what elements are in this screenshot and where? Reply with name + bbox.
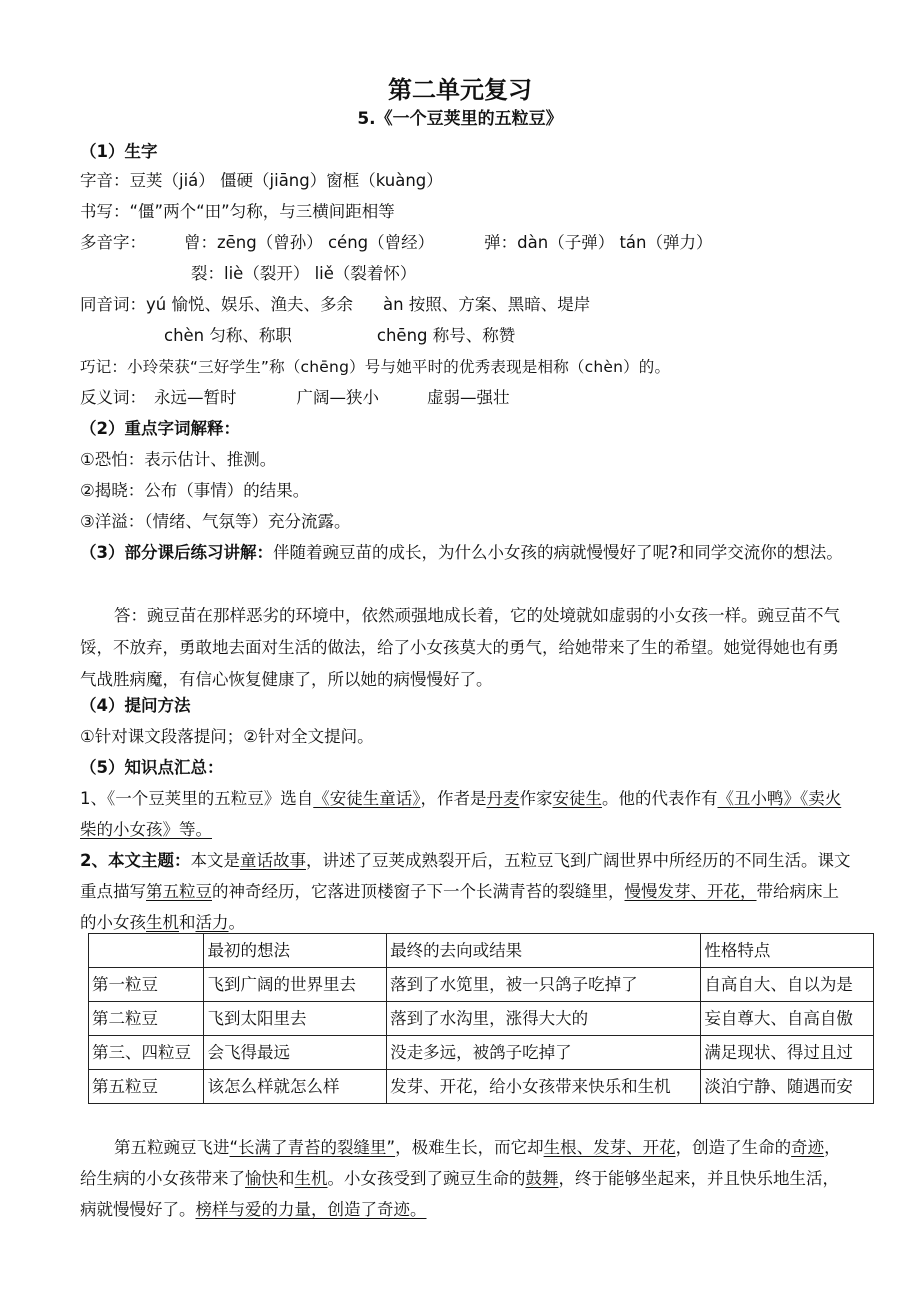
homophone-label: 同音词： [80,295,146,314]
summary-crack: “长满了青苔的裂缝里” [229,1138,396,1157]
table-cell: 第五粒豆 [89,1070,204,1104]
table-header-cell [89,934,204,968]
kp2-genre: 童话故事 [239,851,306,870]
table-cell: 自高自大、自以为是 [701,968,874,1002]
antonym-label: 反义词： [80,388,146,407]
table-row [89,968,874,1002]
summary-text-c: ，极难生长，而它却 [395,1138,544,1157]
summary-text-k: 。小女孩受到了豌豆生命的 [327,1169,526,1188]
kp1-text-a: 1、《一个豆荚里的五粒豆》选自 [80,789,314,808]
table-cell: 没走多远，被鸽子吃掉了 [387,1036,701,1070]
summary-text-e: ，创造了生命的 [675,1138,792,1157]
question-methods: ①针对课文段落提问；②针对全文提问。 [80,727,374,746]
summary-paragraph [80,1132,852,1225]
knowledge-point-2 [80,845,852,938]
polyphone-lie: 裂：liè（裂开） liě（裂着怀） [191,264,417,283]
kp1-text-g: 。他的代表作有 [602,789,718,808]
table-cell: 妄自尊大、自高自傲 [701,1002,874,1036]
homophone-an: àn 按照、方案、黑暗、堤岸 [382,295,591,314]
table-row [89,1036,874,1070]
polyphone-label: 多音字： [80,233,146,252]
writing-text: “僵”两个“田”匀称，与三横间距相等 [129,202,395,221]
knowledge-point-1 [80,783,852,845]
summary-miracle: 奇迹 [791,1138,825,1157]
table-row [89,1070,874,1104]
homophone-chen: chèn 匀称、称职 [164,326,292,345]
summary-text-g: ，给生病的小女孩带来了 [80,1138,841,1188]
table-header-cell: 最初的想法 [204,934,387,968]
section-1-heading: （1）生字 [80,142,158,161]
lesson-title: 5.《一个豆荚里的五粒豆》 [357,109,563,129]
kp2-heading: 2、本文主题： [80,851,191,870]
table-cell: 发芽、开花，给小女孩带来快乐和生机 [387,1070,701,1104]
homophone-line-1 [80,290,850,320]
table-cell: 飞到太阳里去 [204,1002,387,1036]
antonym-2: 广阔—狭小 [296,388,379,407]
table-cell: 落到了水沟里，涨得大大的 [387,1002,701,1036]
table-header-cell: 最终的去向或结果 [387,934,701,968]
table-cell: 第三、四粒豆 [89,1036,204,1070]
kp2-text-j: 和 [179,913,196,932]
kp2-vitality: 生机 [146,913,179,932]
kp2-text-f: 的神奇经历，它落进顶楼窗子下一个长满青苔的裂缝里， [212,882,625,901]
exercise-question: 伴随着豌豆苗的成长，为什么小女孩的病就慢慢好了呢?和同学交流你的想法。 [272,543,843,562]
summary-encouragement: 鼓舞 [525,1169,559,1188]
memory-tip: 巧记：小玲荣获“三好学生”称（chēng）号与她平时的优秀表现是相称（chèn）的。 [80,358,671,376]
writing-label: 书写： [80,202,130,221]
summary-text-a: 第五粒豌豆飞进 [114,1138,230,1157]
summary-vitality: 生机 [294,1169,328,1188]
section-3-heading: （3）部分课后练习讲解： [80,543,273,562]
table-cell: 飞到广阔的世界里去 [204,968,387,1002]
polyphone-dan: 弹：dàn（子弹） tán（弹力） [484,233,713,252]
summary-conclusion: 榜样与爱的力量，创造了奇迹。 [195,1200,427,1219]
kp1-source: 《安徒生童话》 [313,789,421,808]
section-2-heading: （2）重点字词解释： [80,419,240,438]
table-header-cell: 性格特点 [701,934,874,968]
summary-text-i: 和 [278,1169,295,1188]
section-5-heading: （5）知识点汇总： [80,758,224,777]
antonym-3: 虚弱—强壮 [427,388,510,407]
pronunciation-line [80,166,850,196]
kp1-country: 丹麦 [486,789,520,808]
kp2-fifth-pea: 第五粒豆 [146,882,212,901]
kp1-author: 安徒生 [552,789,602,808]
homophone-cheng: chēng 称号、称赞 [376,326,516,345]
polyphone-zeng: 曾：zēng（曾孙） céng（曾经） [184,233,435,252]
kp1-text-c: ，作者是 [420,789,487,808]
section-3-block [80,537,852,568]
table-cell: 落到了水笕里，被一只鸽子吃掉了 [387,968,701,1002]
table-header-row [89,934,874,968]
kp1-text-e: 作家 [519,789,553,808]
peas-table [88,933,874,1104]
homophone-yu: yú 愉悦、娱乐、渔夫、多余 [146,295,353,314]
antonym-line [80,383,850,413]
table-cell: 淡泊宁静、随遇而安 [701,1070,874,1104]
summary-text-m: ，终于能够坐起来，并且快乐地生活，病就慢慢好了。 [80,1169,839,1219]
kp2-text-l: 。 [228,913,245,932]
polyphone-line [80,228,850,258]
section-4-heading: （4）提问方法 [80,696,191,715]
table-cell: 满足现状、得过且过 [701,1036,874,1070]
definition-1: ①恐怕：表示估计、推测。 [80,450,277,469]
pronunciation-label: 字音： [80,171,130,190]
kp2-text-h: 带给病床上的小女孩 [80,882,839,932]
table-row [89,1002,874,1036]
pronunciation-text: 豆荚（jiá） 僵硬（jiāng）窗框（kuàng） [129,171,443,190]
kp2-text-d: ，讲述了豆荚成熟裂开后，五粒豆飞到广阔世界中所经历的不同生活。课文重点描写 [80,851,851,901]
table-cell: 会飞得最远 [204,1036,387,1070]
kp1-works: 《丑小鸭》《卖火柴的小女孩》等。 [80,789,842,839]
definition-2: ②揭晓：公布（事情）的结果。 [80,481,310,500]
table-cell: 第一粒豆 [89,968,204,1002]
table-cell: 该怎么样就怎么样 [204,1070,387,1104]
table-cell: 第二粒豆 [89,1002,204,1036]
summary-growth: 生根、发芽、开花 [543,1138,676,1157]
definition-3: ③洋溢：（情绪、气氛等）充分流露。 [80,512,351,531]
summary-joy: 愉快 [245,1169,278,1188]
exercise-answer: 答：豌豆苗在那样恶劣的环境中，依然顽强地成长着，它的处境就如虚弱的小女孩一样。豌豆苗不气馁，不放弃，勇敢地去面对生活的做法，给了小女孩莫大的勇气，给她带来了生的希望。她觉得她也有勇气战胜病魔，有信心恢复健康了，所以她的病慢慢好了。 [80,606,840,689]
antonym-1: 永远—暂时 [154,388,237,407]
kp2-growth: 慢慢发芽、开花， [624,882,757,901]
kp2-energy: 活力 [195,913,229,932]
writing-line [80,197,850,227]
page-title: 第二单元复习 [388,76,532,104]
kp2-text-b: 本文是 [190,851,240,870]
homophone-line-2 [164,321,920,351]
